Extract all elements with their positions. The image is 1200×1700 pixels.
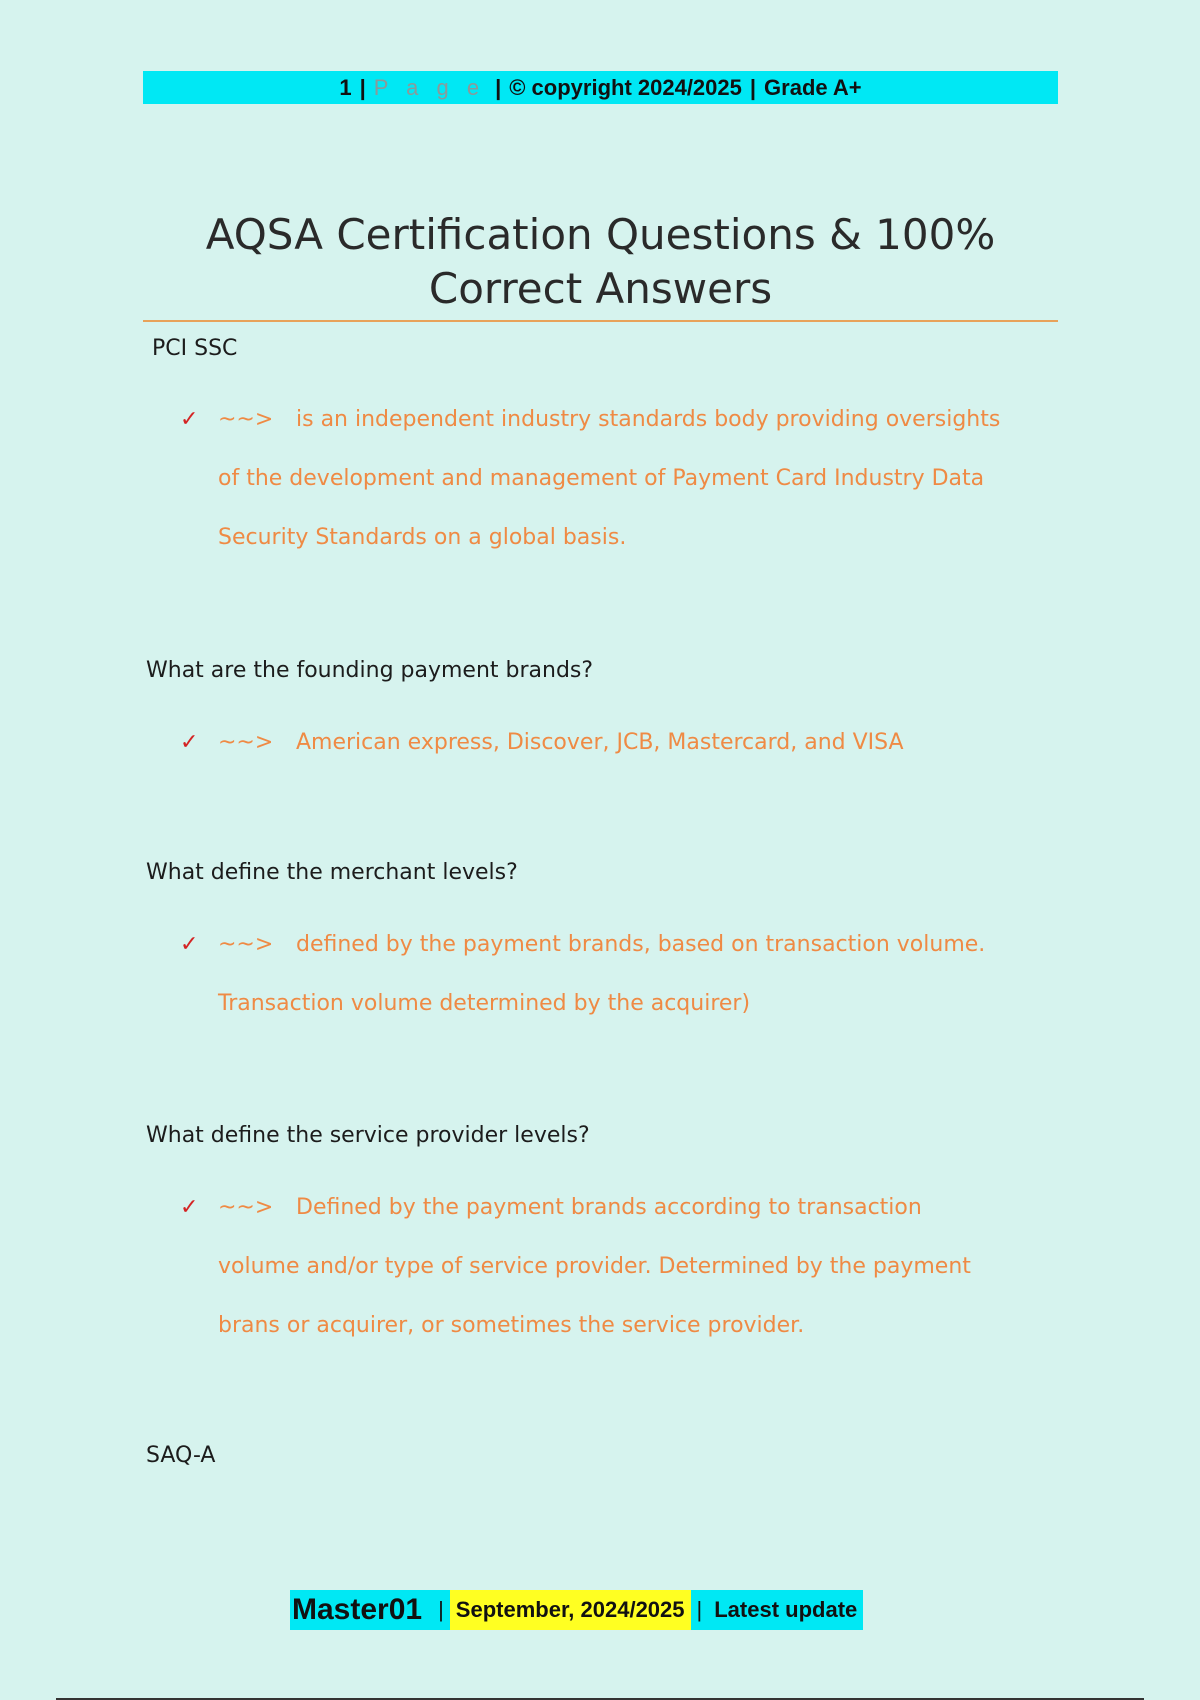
header-separator: | — [749, 74, 757, 100]
answer-text — [218, 390, 1060, 567]
title-line-2: Correct Answers — [428, 264, 773, 313]
page-header-bar — [143, 71, 1058, 104]
question-text: SAQ-A — [146, 1443, 216, 1468]
arrow-marker: ~~> — [218, 407, 274, 432]
question-text: PCI SSC — [152, 336, 238, 361]
answer-line: brans or acquirer, or sometimes the service provider. — [218, 1313, 805, 1338]
answer-line: of the development and management of Payment Card Industry Data — [218, 466, 985, 491]
answer-line: Security Standards on a global basis. — [218, 525, 627, 550]
answer-line: Defined by the payment brands according to transaction — [296, 1195, 922, 1220]
page-footer — [290, 1590, 863, 1630]
answer-text — [218, 1178, 1060, 1355]
copyright-text: © copyright 2024/2025 — [509, 74, 742, 100]
answer-block — [180, 1178, 1060, 1355]
footer-separator: | — [691, 1590, 709, 1630]
answer-block — [180, 915, 1060, 1033]
page-word: P a g e — [373, 74, 486, 100]
answer-line: volume and/or type of service provider. Determined by the payment — [218, 1254, 971, 1279]
answer-line: defined by the payment brands, based on transaction volume. — [296, 932, 986, 957]
answer-line: American express, Discover, JCB, Mastercard, and VISA — [296, 730, 904, 755]
answer-line: is an independent industry standards body providing oversights — [296, 407, 1001, 432]
grade-text: Grade A+ — [764, 74, 862, 100]
header-separator: | — [359, 74, 366, 100]
checkmark-icon: ✓ — [180, 407, 199, 432]
answer-text — [218, 915, 1060, 1033]
checkmark-icon: ✓ — [180, 932, 199, 957]
title-line-1: AQSA Certification Questions & 100% — [205, 210, 996, 259]
arrow-marker: ~~> — [218, 730, 274, 755]
question-text: What are the founding payment brands? — [146, 658, 594, 683]
answer-text — [218, 713, 1060, 772]
question-text: What define the merchant levels? — [146, 860, 518, 885]
document-title — [143, 208, 1058, 316]
title-underline — [143, 320, 1058, 322]
arrow-marker: ~~> — [218, 1195, 274, 1220]
checkmark-icon: ✓ — [180, 730, 199, 755]
header-separator: | — [495, 74, 502, 100]
footer-update-label: Latest update — [708, 1590, 863, 1630]
author-name: Master01 — [290, 1590, 432, 1630]
answer-block — [180, 713, 1060, 772]
arrow-marker: ~~> — [218, 932, 274, 957]
footer-separator: | — [432, 1590, 450, 1630]
answer-block — [180, 390, 1060, 567]
answer-line: Transaction volume determined by the acquirer) — [218, 991, 751, 1016]
question-text: What define the service provider levels? — [146, 1123, 590, 1148]
footer-date: September, 2024/2025 — [450, 1590, 691, 1630]
page-number: 1 — [339, 74, 352, 100]
checkmark-icon: ✓ — [180, 1195, 199, 1220]
